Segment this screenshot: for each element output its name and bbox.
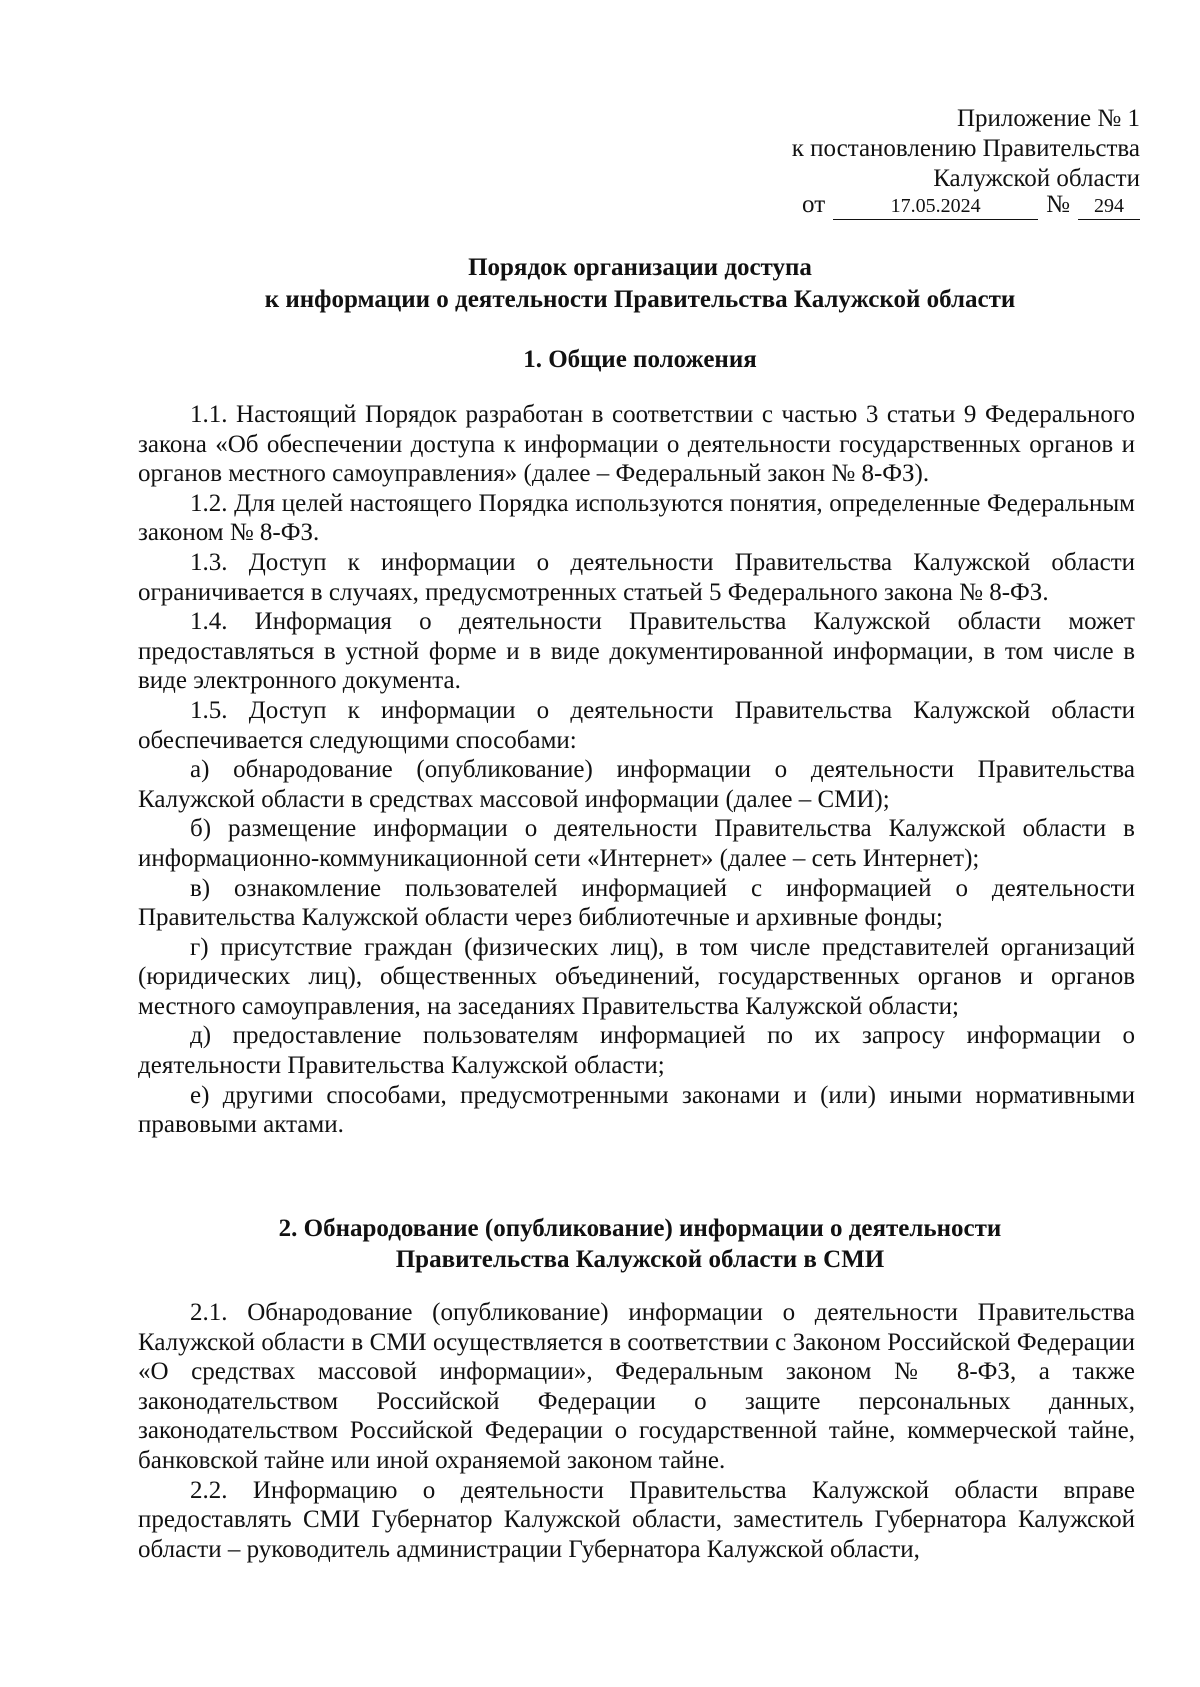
section-2-heading-line-2: Правительства Калужской области в СМИ — [395, 1246, 885, 1273]
section-1-heading — [140, 344, 1140, 375]
paragraph-1-3: 1.3. Доступ к информации о деятельности Правительства Калужской области ограничивается в случаях, предусмотренных статьей 5 Федерального закона № 8-ФЗ. — [138, 548, 1135, 606]
date-field: 17.05.2024 — [833, 195, 1038, 220]
list-item-d: д) предоставление пользователям информацией по их запросу информации о деятельности Правительства Калужской области; — [138, 1022, 1135, 1080]
number-field: 294 — [1078, 195, 1140, 220]
paragraph-2-1: 2.1. Обнародование (опубликование) информации о деятельности Правительства Калужской области в СМИ осуществляется в соответствии с Законом Российской Федерации «О средствах массовой информации», Федеральным законом № 8-ФЗ, а также законодательством Российской Федерации о защите персональных данных, законодательством Российской Федерации о государственной тайне, коммерческой тайне, банковской тайне или иной охраняемой законом тайне. — [138, 1299, 1135, 1474]
appendix-stamp — [580, 104, 1140, 220]
appendix-dateline — [580, 190, 1140, 220]
paragraph-1-1: 1.1. Настоящий Порядок разработан в соответствии с частью 3 статьи 9 Федерального закона «Об обеспечении доступа к информации о деятельности государственных органов и органов местного самоуправления» (далее – Федеральный закон № 8-ФЗ). — [138, 401, 1135, 488]
paragraph-1-4: 1.4. Информация о деятельности Правительства Калужской области может предоставляться в устной форме и в виде документированной информации, в том числе в виде электронного документа. — [138, 608, 1135, 695]
paragraph-1-5: 1.5. Доступ к информации о деятельности Правительства Калужской области обеспечивается следующими способами: — [138, 696, 1135, 754]
section-1-body — [138, 400, 1135, 1140]
document-title — [140, 252, 1140, 316]
title-line-1: Порядок организации доступа — [468, 254, 812, 281]
section-1-heading-line-1: 1. Общие положения — [523, 346, 757, 373]
section-2-heading-line-1: 2. Обнародование (опубликование) информации о деятельности — [278, 1215, 1002, 1242]
appendix-region: Калужской области — [933, 165, 1140, 192]
appendix-resolution-ref: к постановлению Правительства — [791, 135, 1140, 162]
title-line-2: к информации о деятельности Правительства Калужской области — [264, 286, 1016, 313]
appendix-number: Приложение № 1 — [956, 105, 1140, 132]
list-item-b: б) размещение информации о деятельности Правительства Калужской области в информационно-коммуникационной сети «Интернет» (далее – сеть Интернет); — [138, 815, 1135, 872]
list-item-a: а) обнародование (опубликование) информации о деятельности Правительства Калужской области в средствах массовой информации (далее – СМИ); — [138, 756, 1135, 813]
section-2-body — [138, 1298, 1135, 1564]
list-item-g: г) присутствие граждан (физических лиц), в том числе представителей организаций (юридических лиц), общественных объединений, государственных органов и органов местного самоуправления, на заседаниях Правительства Калужской области; — [138, 933, 1135, 1020]
date-prefix: от — [802, 191, 826, 218]
list-item-e: е) другими способами, предусмотренными законами и (или) иными нормативными правовыми актами. — [138, 1081, 1135, 1139]
list-item-v: в) ознакомление пользователей информацией с информацией о деятельности Правительства Калужской области через библиотечные и архивные фонды; — [138, 874, 1135, 932]
paragraph-2-2: 2.2. Информацию о деятельности Правительства Калужской области вправе предоставлять СМИ Губернатор Калужской области, заместитель Губернатора Калужской области – руководитель администрации Губернатора Калужской области, — [138, 1476, 1135, 1563]
paragraph-1-2: 1.2. Для целей настоящего Порядка используются понятия, определенные Федеральным законом № 8-ФЗ. — [138, 489, 1135, 547]
section-2-heading — [140, 1213, 1140, 1275]
number-prefix: № — [1046, 191, 1070, 218]
